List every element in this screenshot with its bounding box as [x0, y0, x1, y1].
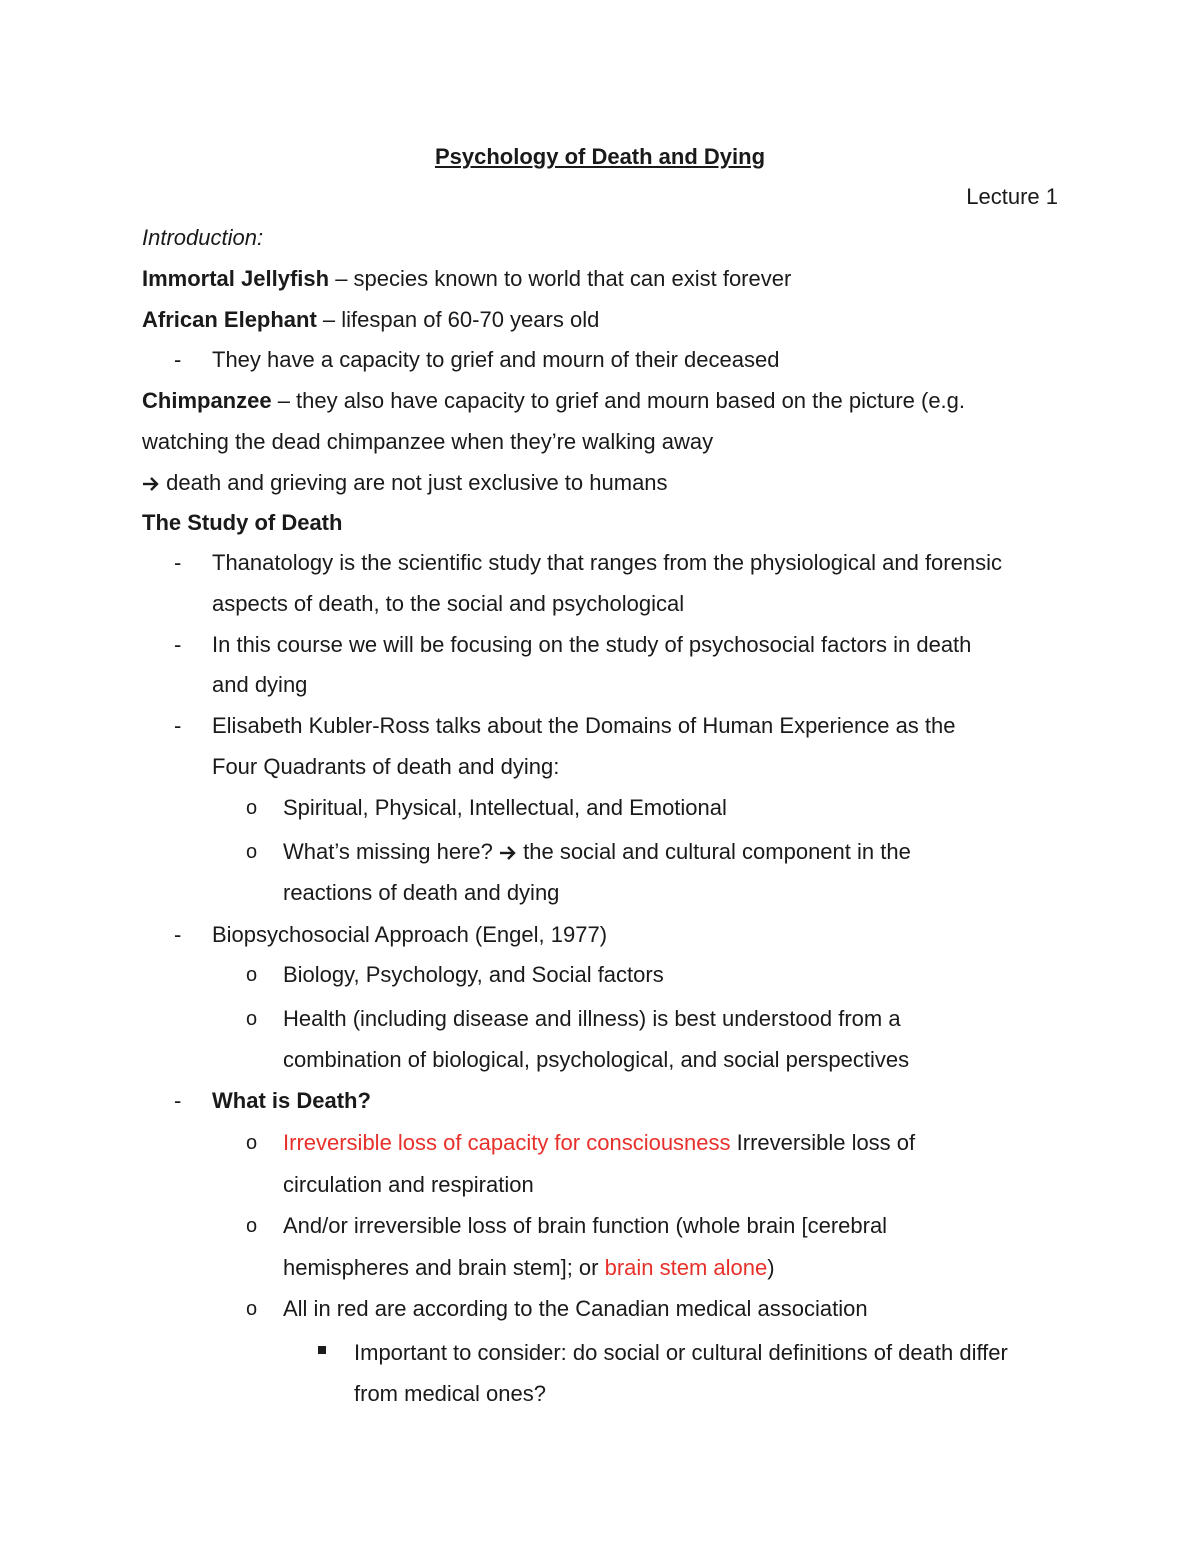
brain-function-line-2: [283, 1257, 775, 1279]
kubler-line-1: Elisabeth Kubler-Ross talks about the Domains of Human Experience as the: [212, 713, 956, 738]
health-line-1: Health (including disease and illness) is best understood from a: [283, 1006, 901, 1031]
jellyfish-line: [142, 268, 791, 290]
kubler-line-2: Four Quadrants of death and dying:: [212, 754, 560, 779]
elephant-term: African Elephant: [142, 307, 317, 332]
circle-bullet: o: [246, 1298, 258, 1320]
brain-function-text-c: ): [767, 1255, 775, 1280]
chimp-term: Chimpanzee: [142, 388, 272, 413]
right-arrow-icon: [142, 476, 160, 492]
dash-bullet: -: [174, 550, 182, 575]
chimp-line-2: watching the dead chimpanzee when they’re walking away: [142, 429, 714, 454]
brain-function-text-a: hemispheres and brain stem]; or: [283, 1255, 605, 1280]
arrow-line: [142, 472, 668, 494]
what-is-death-heading: What is Death?: [212, 1088, 371, 1113]
brain-stem-red-text: brain stem alone: [604, 1255, 768, 1280]
irreversible-line-2: circulation and respiration: [283, 1172, 534, 1197]
dash-bullet: -: [174, 922, 182, 947]
dash-bullet: -: [174, 347, 182, 372]
right-arrow-icon: [499, 845, 517, 861]
study-heading: The Study of Death: [142, 510, 343, 535]
brain-function-line-1: And/or irreversible loss of brain function (whole brain [cerebral: [283, 1213, 888, 1238]
circle-bullet: o: [246, 964, 258, 986]
missing-answer: the social and cultural component in the: [517, 839, 911, 864]
factors-line: Biology, Psychology, and Social factors: [283, 962, 664, 987]
lecture-label: Lecture 1: [966, 184, 1058, 209]
thanatology-line-1: Thanatology is the scientific study that ranges from the physiological and forensic: [212, 550, 1002, 575]
circle-bullet: o: [246, 1215, 258, 1237]
consider-line-1: Important to consider: do social or cultural definitions of death differ: [354, 1340, 1008, 1365]
canadian-line: All in red are according to the Canadian medical association: [283, 1296, 868, 1321]
thanatology-line-2: aspects of death, to the social and psychological: [212, 591, 685, 616]
dash-bullet: -: [174, 1088, 182, 1113]
health-line-2: combination of biological, psychological, and social perspectives: [283, 1047, 910, 1072]
dash-bullet: -: [174, 632, 182, 657]
circle-bullet: o: [246, 841, 258, 863]
course-line-2: and dying: [212, 672, 308, 697]
chimp-line: [142, 390, 965, 412]
chimp-text: – they also have capacity to grief and mourn based on the picture (e.g.: [271, 388, 966, 413]
missing-line-2: reactions of death and dying: [283, 880, 560, 905]
page-title: Psychology of Death and Dying: [434, 144, 766, 169]
irreversible-red-text: Irreversible loss of capacity for consciousness: [283, 1130, 731, 1155]
dash-bullet: -: [174, 713, 182, 738]
intro-label: Introduction:: [142, 225, 264, 250]
circle-bullet: o: [246, 797, 258, 819]
irreversible-rest-text: Irreversible loss of: [730, 1130, 916, 1155]
arrow-line-text: death and grieving are not just exclusive to humans: [166, 470, 668, 495]
irreversible-line: [283, 1132, 915, 1154]
jellyfish-text: – species known to world that can exist forever: [329, 266, 792, 291]
missing-line: [283, 841, 911, 863]
biopsychosocial-line: Biopsychosocial Approach (Engel, 1977): [212, 922, 608, 947]
elephant-text: – lifespan of 60-70 years old: [316, 307, 600, 332]
square-bullet: [318, 1346, 326, 1354]
circle-bullet: o: [246, 1008, 258, 1030]
missing-question: What’s missing here?: [283, 839, 500, 864]
course-line-1: In this course we will be focusing on the study of psychosocial factors in death: [212, 632, 972, 657]
quadrants-list: Spiritual, Physical, Intellectual, and Emotional: [283, 795, 727, 820]
elephant-bullet: They have a capacity to grief and mourn of their deceased: [212, 347, 780, 372]
circle-bullet: o: [246, 1132, 258, 1154]
jellyfish-term: Immortal Jellyfish: [142, 266, 330, 291]
elephant-line: [142, 309, 599, 331]
consider-line-2: from medical ones?: [354, 1381, 546, 1406]
